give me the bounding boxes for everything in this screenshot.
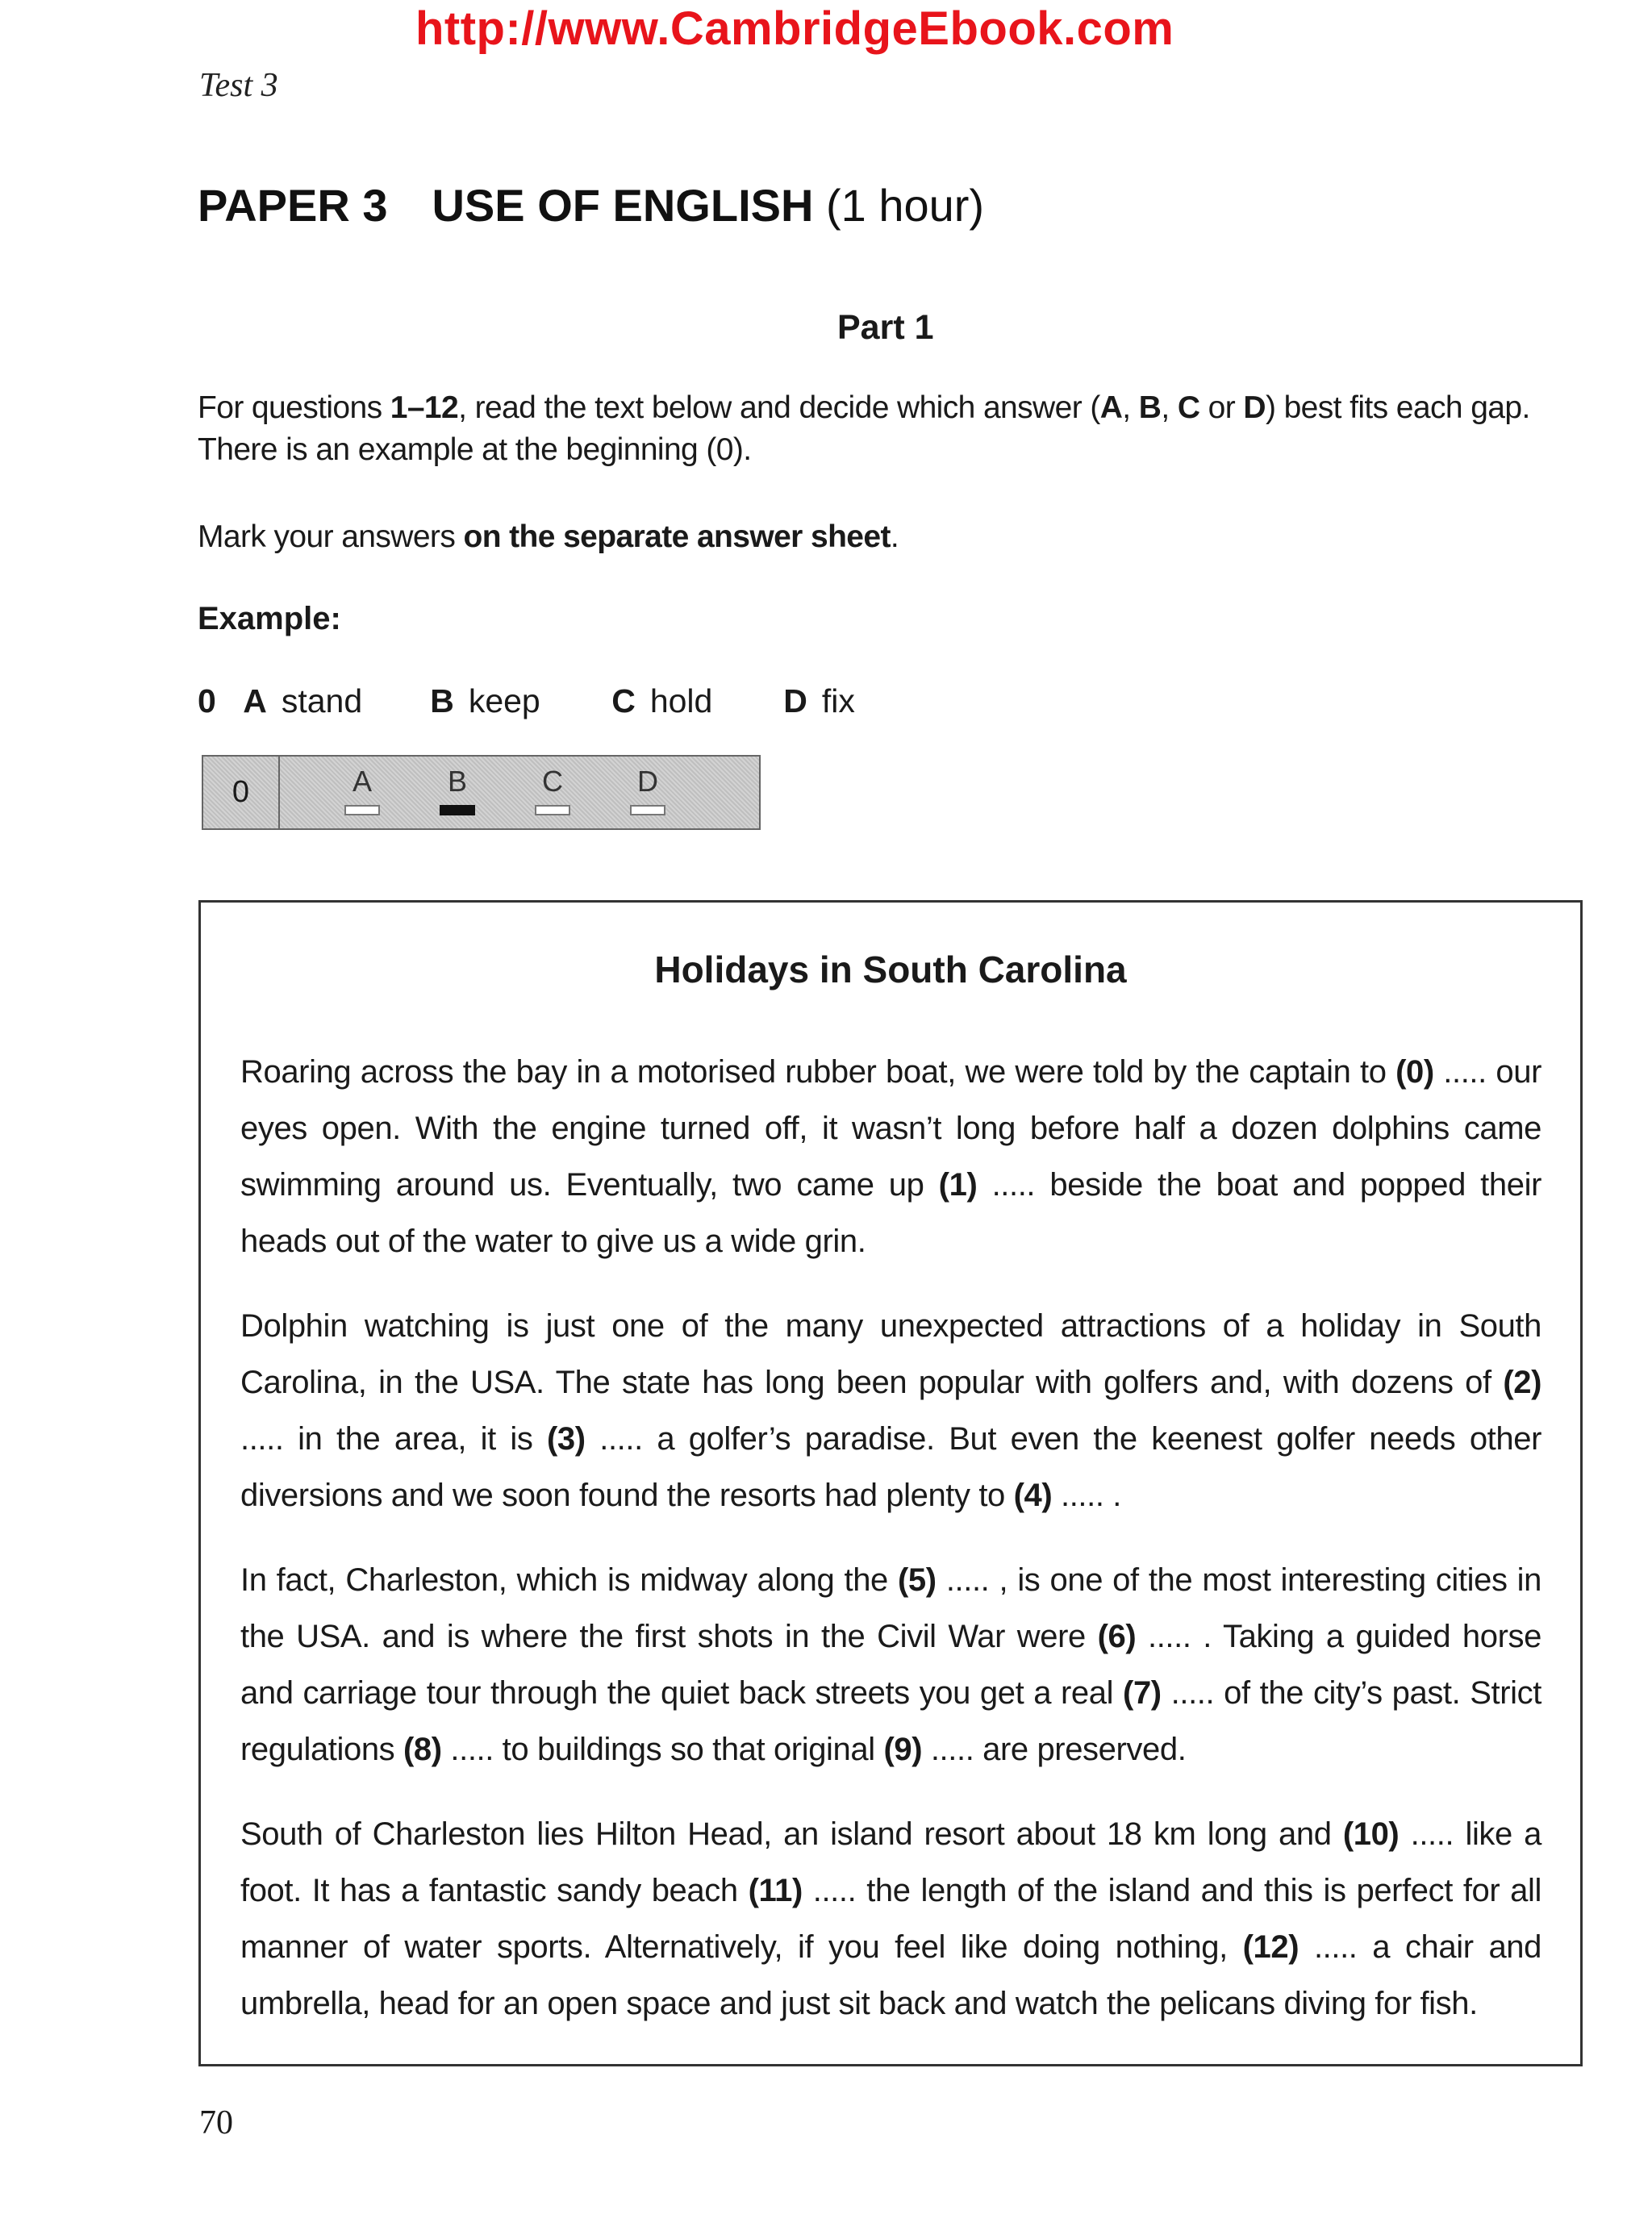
mark-instruction	[198, 516, 899, 558]
instr-letter-c: C	[1177, 390, 1200, 425]
example-option-a	[243, 682, 430, 720]
para-text: ..... of the city’s past. Strict regulations	[240, 1675, 1541, 1767]
mark-text: .	[890, 519, 899, 554]
para-text: ..... to buildings so that original	[441, 1732, 884, 1767]
gap-0: (0)	[1395, 1054, 1434, 1090]
instr-text: ) best fits each gap.	[1265, 390, 1530, 425]
para-text: ..... beside the boat and popped their heads out of the water to give us a wide grin.	[240, 1167, 1541, 1259]
gap-12: (12)	[1242, 1929, 1299, 1965]
gap-1: (1)	[938, 1167, 978, 1203]
text-title: Holidays in South Carolina	[654, 949, 1127, 990]
grid-letter: C	[542, 765, 563, 798]
example-answer-grid	[202, 755, 761, 830]
para-text: ..... are preserved.	[922, 1732, 1187, 1767]
para-text: In fact, Charleston, which is midway along the	[240, 1562, 899, 1598]
running-head: Test 3	[199, 67, 278, 104]
answer-mark-empty	[630, 805, 665, 815]
example-options	[198, 682, 855, 720]
grid-letter: D	[637, 765, 658, 798]
gap-10: (10)	[1342, 1816, 1400, 1852]
instr-letter-a: A	[1099, 390, 1123, 425]
instr-text: ,	[1161, 390, 1178, 425]
para-text: ..... in the area, it is	[240, 1421, 548, 1457]
grid-cell-b	[433, 765, 482, 815]
example-option-b	[430, 682, 611, 720]
para-text: ..... like a foot. It has a fantastic sandy beach	[240, 1816, 1541, 1908]
paragraph-4	[240, 1806, 1541, 2032]
instr-letter-b: B	[1138, 390, 1162, 425]
example-option-d	[783, 682, 855, 720]
mark-emphasis: on the separate answer sheet	[463, 519, 891, 554]
para-text: ..... our eyes open. With the engine turned off, it wasn’t long before half a dozen dolphins came swimming around us. Eventually, two came up	[240, 1054, 1541, 1203]
instr-text: , read the text below and decide which answer (	[458, 390, 1100, 425]
example-label: Example:	[198, 601, 341, 636]
para-text: ..... a chair and umbrella, head for an open space and just sit back and watch the pelicans diving for fish.	[240, 1929, 1541, 2021]
paragraph-2	[240, 1298, 1541, 1524]
para-text: Roaring across the bay in a motorised rubber boat, we were told by the captain to	[240, 1054, 1396, 1090]
gap-7: (7)	[1123, 1675, 1162, 1711]
mark-text: Mark your answers	[198, 519, 464, 554]
page-number: 70	[199, 2104, 233, 2141]
para-text: Dolphin watching is just one of the many unexpected attractions of a holiday in South Carolina, in the USA. The state has long been popular with golfers and, with dozens of	[240, 1308, 1541, 1400]
paper-number: PAPER 3	[198, 180, 388, 231]
instruction-line-1	[198, 387, 1530, 429]
answer-mark-empty	[535, 805, 570, 815]
instr-text: or	[1199, 390, 1244, 425]
answer-mark-filled	[440, 805, 475, 815]
option-text: hold	[649, 682, 713, 719]
option-text: fix	[821, 682, 855, 719]
grid-letter: B	[447, 765, 467, 798]
paragraph-1	[240, 1044, 1541, 1270]
paper-title	[198, 179, 984, 231]
gap-4: (4)	[1013, 1478, 1053, 1513]
para-text: ..... . Taking a guided horse and carriage tour through the quiet back streets you get a real	[240, 1619, 1541, 1711]
instr-text: For questions	[198, 390, 390, 425]
grid-letter: A	[352, 765, 372, 798]
paper-duration: (1 hour)	[825, 180, 985, 231]
paper-subject: USE OF ENGLISH	[432, 180, 814, 231]
gap-5: (5)	[898, 1562, 937, 1598]
option-letter: B	[430, 682, 454, 719]
gap-11: (11)	[748, 1873, 803, 1908]
example-number: 0	[198, 682, 216, 719]
instruction-line-2: There is an example at the beginning (0).	[198, 432, 752, 467]
grid-cell-c	[528, 765, 577, 815]
watermark-url: http://www.CambridgeEbook.com	[415, 2, 1174, 55]
para-text: ..... the length of the island and this is perfect for all manner of water sports. Alternatively, if you feel like doing nothing,	[240, 1873, 1541, 1965]
para-text: ..... a golfer’s paradise. But even the keenest golfer needs other diversions and we soon found the resorts had plenty to	[240, 1421, 1542, 1513]
option-letter: D	[783, 682, 807, 719]
para-text: ..... , is one of the most interesting cities in the USA. and is where the first shots in the Civil War were	[240, 1562, 1541, 1654]
para-text: South of Charleston lies Hilton Head, an island resort about 18 km long and	[240, 1816, 1343, 1852]
grid-cell-a	[338, 765, 386, 815]
part-heading: Part 1	[837, 308, 934, 347]
gap-6: (6)	[1097, 1619, 1137, 1654]
option-text: stand	[281, 682, 363, 719]
gap-3: (3)	[547, 1421, 586, 1457]
option-text: keep	[468, 682, 540, 719]
instr-range: 1–12	[390, 390, 459, 425]
grid-question-number: 0	[203, 757, 280, 828]
grid-cell-d	[624, 765, 672, 815]
reading-text-box	[198, 900, 1583, 2066]
option-letter: A	[243, 682, 267, 719]
option-letter: C	[611, 682, 636, 719]
answer-mark-empty	[344, 805, 380, 815]
gap-2: (2)	[1503, 1365, 1541, 1400]
instr-text: ,	[1122, 390, 1139, 425]
gap-9: (9)	[883, 1732, 923, 1767]
instructions	[198, 387, 1530, 471]
para-text: ..... .	[1052, 1478, 1122, 1513]
gap-8: (8)	[403, 1732, 442, 1767]
example-option-c	[611, 682, 783, 720]
instr-letter-d: D	[1243, 390, 1266, 425]
paragraph-3	[240, 1552, 1541, 1778]
